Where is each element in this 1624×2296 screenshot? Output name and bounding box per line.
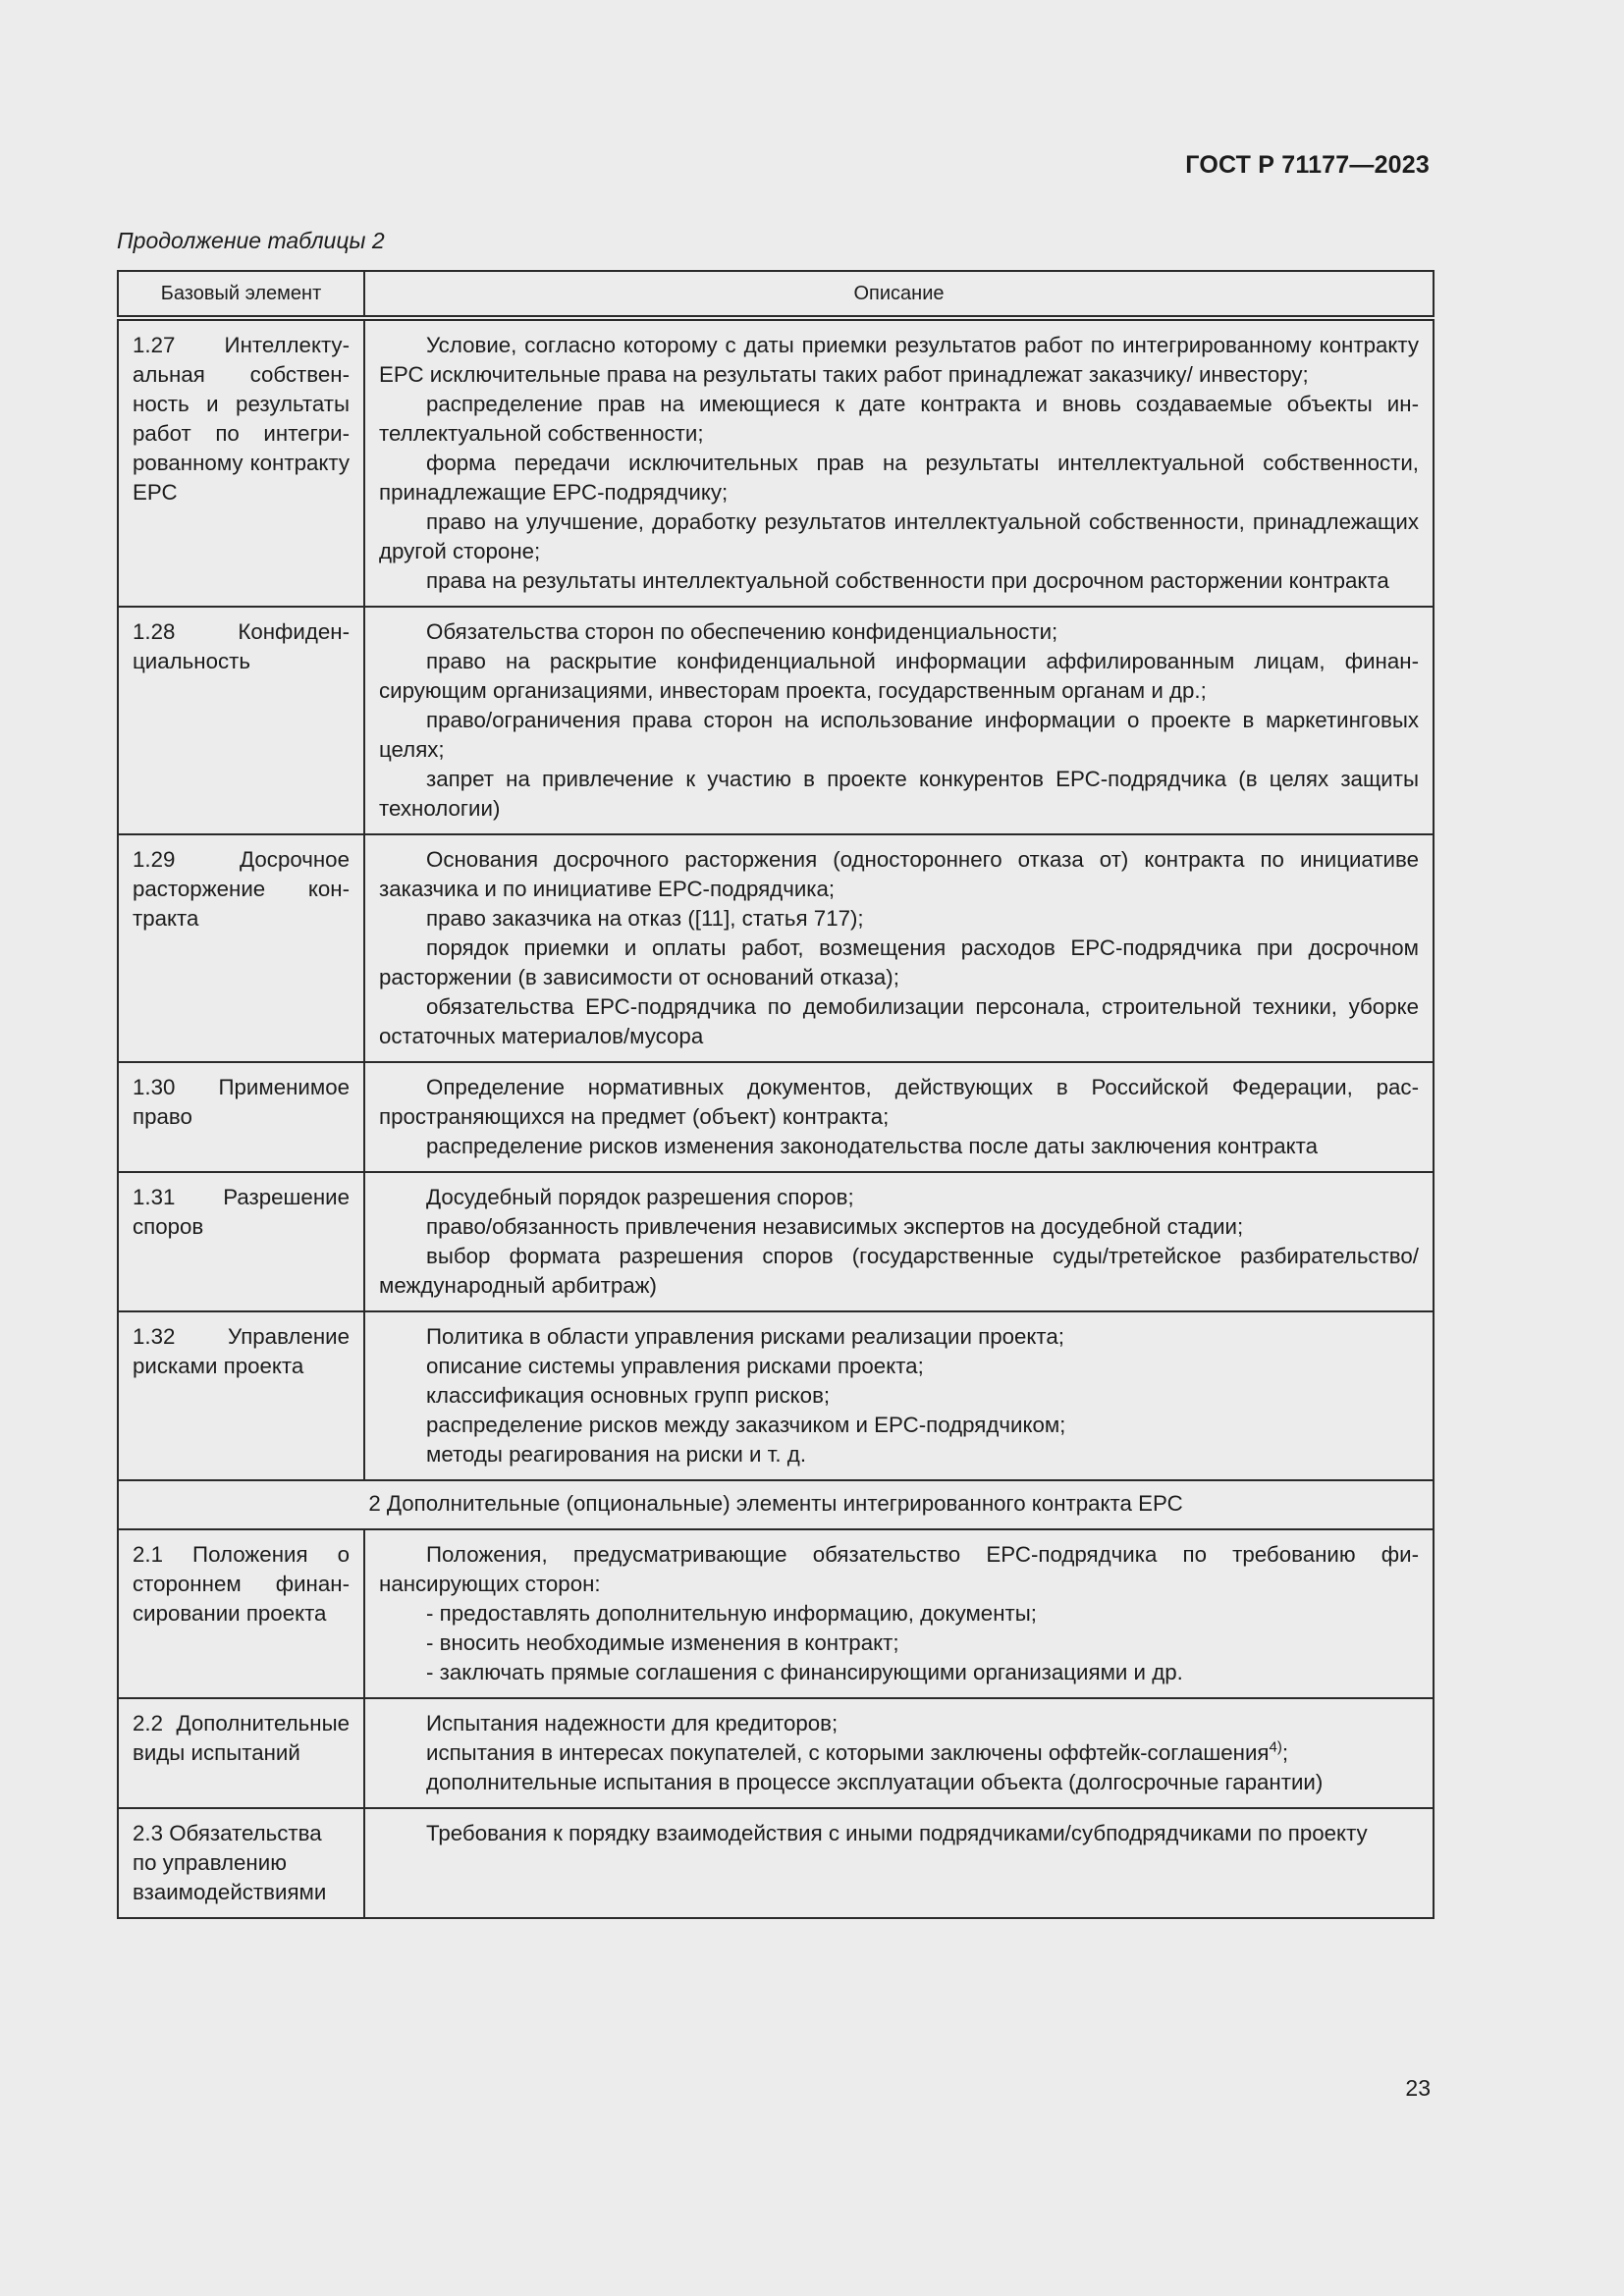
description-line: распределение рисков между заказчиком и ЕРС-подрядчиком;: [426, 1413, 1066, 1437]
description-line: обязательства ЕРС-подрядчика по демобилизации персонала, строительной техники, уборке остаточных материалов/мусора: [379, 994, 1419, 1048]
description-line: Испытания надежности для кредиторов;: [426, 1711, 839, 1735]
description-line: Требования к порядку взаимодействия с иными подрядчиками/субподрядчиками по проекту: [426, 1821, 1368, 1845]
table-row: [118, 1311, 1434, 1480]
column-header-element: Базовый элемент: [118, 271, 364, 318]
description-line: запрет на привлечение к участию в проекте конкурентов ЕРС-подрядчика (в целях защиты технологии): [379, 767, 1419, 821]
description-cell: [364, 1311, 1434, 1480]
description-line: [379, 1738, 1419, 1768]
description-text-tail: ;: [1281, 1740, 1289, 1765]
table-row: [118, 1698, 1434, 1808]
element-cell: 2.3 Обязательства по управлению взаимодействиями: [118, 1808, 364, 1918]
element-cell: 1.30 Применимое право: [118, 1062, 364, 1172]
description-cell: [364, 607, 1434, 834]
description-line: Обязательства сторон по обеспечению конфиденциальности;: [426, 619, 1058, 644]
description-line: право на улучшение, доработку результатов интеллектуальной собственности, принадлежащих другой стороне;: [379, 509, 1419, 563]
description-line: описание системы управления рисками проекта;: [426, 1354, 924, 1378]
column-header-description: Описание: [364, 271, 1434, 318]
description-line: - предоставлять дополнительную информацию, документы;: [426, 1601, 1037, 1626]
description-line: Основания досрочного расторжения (одностороннего отказа от) контракта по инициативе заказчика и по инициативе ЕРС-подрядчика;: [379, 847, 1419, 901]
table-row: [118, 834, 1434, 1062]
description-cell: [364, 1808, 1434, 1918]
footnote-mark: 4): [1269, 1738, 1282, 1756]
description-line: право заказчика на отказ ([11], статья 717);: [426, 906, 864, 931]
description-line: - вносить необходимые изменения в контракт;: [426, 1630, 899, 1655]
table-row: [118, 1808, 1434, 1918]
description-line: распределение прав на имеющиеся к дате контракта и вновь создаваемые объекты интеллектуальной собственности;: [379, 392, 1419, 446]
description-line: Определение нормативных документов, действующих в Российской Федерации, распространяющихся на предмет (объект) контракта;: [379, 1075, 1419, 1129]
table-header-row: [118, 271, 1434, 318]
table-row: [118, 1062, 1434, 1172]
description-line: право на раскрытие конфиденциальной информации аффилированным лицам, финансирующим организациями, инвесторам проекта, государственным органам и др.;: [379, 649, 1419, 703]
description-line: форма передачи исключительных прав на результаты интеллектуальной собственности, принадлежащие ЕРС-подрядчику;: [379, 451, 1419, 505]
description-line: права на результаты интеллектуальной собственности при досрочном расторжении контракта: [426, 568, 1389, 593]
description-cell: [364, 318, 1434, 607]
description-cell: [364, 1062, 1434, 1172]
page-number: 23: [1405, 2075, 1431, 2101]
description-line: методы реагирования на риски и т. д.: [426, 1442, 807, 1467]
element-cell: 1.31 Разрешение споров: [118, 1172, 364, 1311]
element-cell: 1.28 Конфиденциальность: [118, 607, 364, 834]
description-line: право/обязанность привлечения независимых экспертов на досудебной стадии;: [426, 1214, 1244, 1239]
description-cell: [364, 1529, 1434, 1698]
description-line: Досудебный порядок разрешения споров;: [426, 1185, 854, 1209]
table-row: [118, 1172, 1434, 1311]
description-line: Положения, предусматривающие обязательство ЕРС-подрядчика по требованию финансирующих сторон:: [379, 1542, 1419, 1596]
elements-table: [117, 270, 1435, 1919]
element-cell: 1.32 Управление рисками проекта: [118, 1311, 364, 1480]
description-cell: [364, 1698, 1434, 1808]
description-line: дополнительные испытания в процессе эксплуатации объекта (долгосрочные гарантии): [426, 1770, 1324, 1794]
description-line: право/ограничения права сторон на использование информации о проекте в маркетинговых целях;: [379, 708, 1419, 762]
table-caption: Продолжение таблицы 2: [117, 228, 385, 253]
description-line: - заключать прямые соглашения с финансирующими организациями и др.: [426, 1660, 1183, 1684]
document-code: ГОСТ Р 71177—2023: [1185, 151, 1430, 179]
description-cell: [364, 1172, 1434, 1311]
description-line: порядок приемки и оплаты работ, возмещения расходов ЕРС-подрядчика при досрочном расторжении (в зависимости от оснований отказа);: [379, 935, 1419, 989]
element-cell: 2.2 Дополнительные виды испытаний: [118, 1698, 364, 1808]
element-cell: 1.27 Интеллектуальная собственность и результаты работ по интегрированному контракту ЕРС: [118, 318, 364, 607]
description-line: Политика в области управления рисками реализации проекта;: [426, 1324, 1064, 1349]
table-row: [118, 318, 1434, 607]
element-cell: 2.1 Положения о стороннем финансировании проекта: [118, 1529, 364, 1698]
description-text: испытания в интересах покупателей, с которыми заключены оффтейк-соглашения: [426, 1740, 1270, 1765]
section-heading: 2 Дополнительные (опциональные) элементы интегрированного контракта ЕРС: [118, 1480, 1434, 1529]
table-row: [118, 1529, 1434, 1698]
description-line: классификация основных групп рисков;: [426, 1383, 831, 1408]
description-cell: [364, 834, 1434, 1062]
description-line: Условие, согласно которому с даты приемки результатов работ по интегрированному контракту ЕРС исключительные права на результаты таких работ принадлежат заказчику/ инвестору;: [379, 333, 1419, 387]
section-row: [118, 1480, 1434, 1529]
table-row: [118, 607, 1434, 834]
element-cell: 1.29 Досрочное расторжение контракта: [118, 834, 364, 1062]
description-line: выбор формата разрешения споров (государственные суды/третейское разбирательство/международный арбитраж): [379, 1244, 1419, 1298]
description-line: распределение рисков изменения законодательства после даты заключения контракта: [426, 1134, 1318, 1158]
